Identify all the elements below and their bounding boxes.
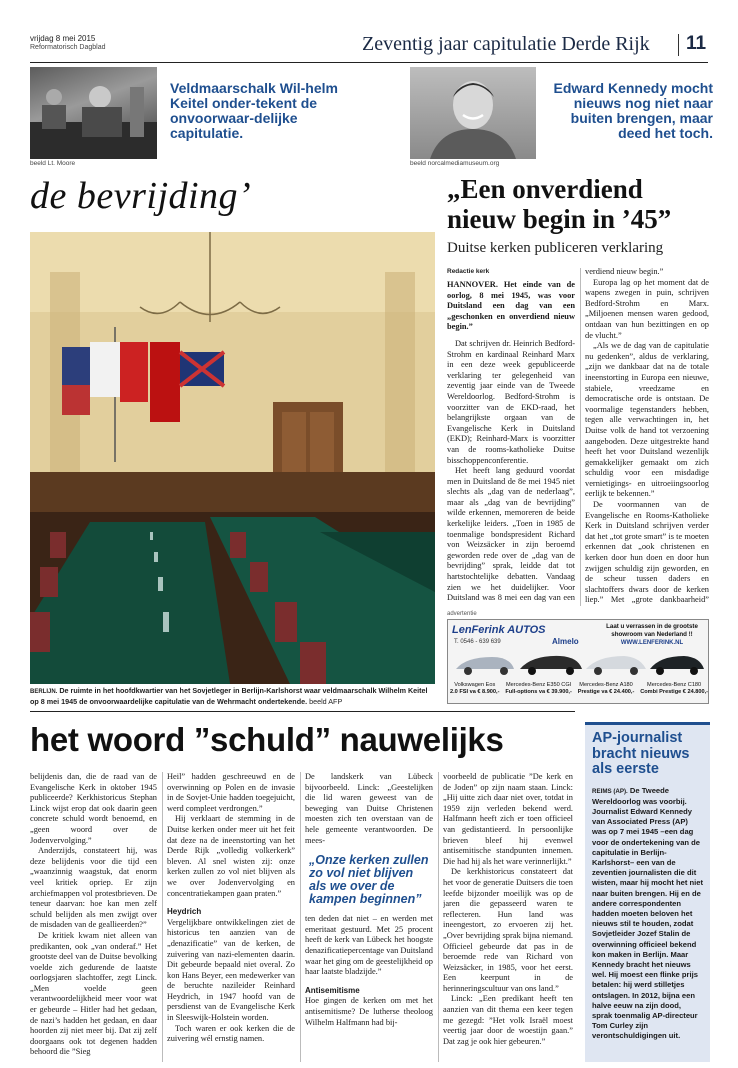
article-bottom-subhead-heydrich: Heydrich — [167, 907, 202, 917]
article-bottom-col3 — [305, 772, 433, 1062]
article-bottom-col1 — [30, 772, 157, 1062]
article-right-col2 — [585, 267, 709, 607]
article-right-para: Het heeft lang geduurd voordat men in Duitsland de 8e mei 1945 niet slechts als „dag van de nederlaag”, maar als „dag van de bevrijding” wilde erkennen, memoreren de beide kerkelijke leiders. „Toen in 1985 de toenmalige bondspresident Richard von Weizsäcker in zijn beroemd geworden rede over de „dag van de bevrijding” sprak, leidde dat tot hartstochtelijke debatten. Vandaag zien we het duidelijker. Voor Duitsland was 8 mei een dag van een — [447, 466, 575, 603]
sidebar-paragraph: De Tweede Wereldoorlog was voorbij. Journalist Edward Kennedy van Associated Press (AP) was op 7 mei 1945 –een dag voor de ondertekening van de capitulatie in Berlijn-Karlshorst– een van de zeventien journalisten die dit wisten, maar hij mocht het niet naar buiten brengen. Hij en de andere correspondenten hadden moeten beloven het nieuws stil te houden, zodat Sovjetleider Jozef Stalin de overwinning officieel bekend kon maken in Berlijn. Maar Kennedy bracht het nieuws wel. Hij moest een flinke prijs betalen: hij werd stilletjes ontslagen. In 2012, bijna een halve eeuw na zijn dood, sprak toenmalig AP-directeur Tom Curley zijn verontschuldigingen uit. — [592, 785, 703, 1041]
column-separator — [162, 772, 163, 1062]
main-photo — [30, 232, 435, 684]
article-bottom-col2 — [167, 772, 295, 1062]
article-bottom-subhead-antisemitisme: Antisemitisme — [305, 985, 360, 995]
article-bottom-col4 — [443, 772, 573, 1062]
article-bottom-headline: het woord ”schuld” nauwelijks — [30, 721, 504, 758]
photo-caption — [30, 686, 435, 706]
section-title: Zeventig jaar capitulatie Derde Rijk — [362, 33, 650, 55]
photo-credit: beeld AFP — [309, 697, 343, 706]
pull-quote: „Onze kerken zullen zo vol niet blijven als we over de kampen beginnen” — [309, 853, 429, 907]
article-right-subhead: Duitse kerken publiceren verklaring — [447, 240, 664, 256]
ad-car-item: Mercedes-Benz A180 Prestige va € 24.400,- — [577, 682, 635, 695]
article-right-headline: „Een onverdiend nieuw begin in ’45” — [447, 174, 672, 234]
sidebar-dateline: REIMS (AP). — [592, 787, 628, 795]
ad-url[interactable]: WWW.LENFERINK.NL — [620, 640, 684, 646]
ad-cars-image — [452, 649, 706, 679]
ad-car-list — [450, 682, 708, 696]
article-right-byline: Redactie kerk — [447, 268, 490, 275]
article-bottom-para: Toch waren er ook kerken die de zuivering wél ernstig namen. — [167, 1023, 295, 1044]
ad-car-item: Volkswagen Eos 2.0 FSI va € 8.900,- — [450, 682, 500, 695]
sidebar-headline: AP-journalist bracht nieuws als eerste — [592, 730, 690, 777]
article-bottom-para: Anderzijds, constateert hij, was deze belijdenis voor die tijd een „waanzinnig waagstuk, dat enorm veel kritiek opriep. Er zijn archiefmappen vol protestbrieven. De teneur daarvan: hoe kan men zelf schuld belijden als men zwijgt over de misdaden van de geallieerden?” — [30, 846, 157, 930]
teaser-right-photo — [410, 67, 536, 159]
column-separator — [438, 772, 439, 1062]
article-bottom-para: Hij verklaart de stemming in de Duitse kerken onder meer uit het feit dat deze na de ineenstorting van het Derde Rijk „volledig volkerkerk” bleven. Al snel wisten zij: onze kerken zullen zo vol niet blijven als we over Jodenvervolging en concentratiekampen gaan praten.” — [167, 814, 295, 898]
teaser-right-credit: beeld norcalmediamuseum.org — [410, 160, 500, 167]
article-bottom-para: voorbeeld de publicatie ”De kerk en de Joden” op zijn naam staan. Linck: „Hij uitte zich daar niet over, totdat in 1959 zijn verleden bekend werd. Halfmann heeft zich er toen officieel van gedistantieerd. In persoonlijke brieven bleef hij evenwel antisemitische standpunten innemen. Die had hij als het ware verinnerlijkt.” — [443, 772, 573, 866]
article-right-lead: HANNOVER. Het einde van de oorlog, 8 mei 1945, was voor Duitsland een dag van een „geschonken en onverdiend nieuw begin.” — [447, 280, 575, 332]
article-bottom-para: Linck: „Een predikant heeft ten aanzien van dit thema een keer tegen me gezegd: ”Het volk Israël moest veertig jaar door de woestijn gaan.” Dat zag je ook hier gebeuren.” — [443, 994, 573, 1046]
column-separator — [300, 772, 301, 1062]
photo-caption-lead: BERLIJN. — [30, 689, 58, 695]
ad-slogan: Laat u verrassen in de grootste showroom van Nederland !! — [606, 623, 698, 638]
article-bottom-para: De kritiek kwam niet alleen van predikanten, ook „van onderaf.” Het grootste deel van de Duitse bevolking voelde zich gedurende de laatste oorlogsjaren slachtoffer, zegt Linck. „Men voelde geen verantwoordelijkheid meer voor wat er gebeurde – Hitler had het gedaan, de nazi’s hadden het gedaan, en daar hoorden zij niet meer bij. Dat zij zelf doorgaans ook tot degenen hadden behoord die ”Sieg — [30, 930, 157, 1057]
photo-caption-text: De ruimte in het hoofdkwartier van het Sovjetleger in Berlijn-Karlshorst waar veldmaarschalk Wilhelm Keitel op 8 mei 1945 de onvoorwaardelijke capitulatie van de Wehrmacht ondertekende. — [30, 686, 428, 706]
page-number: 11 — [686, 33, 707, 54]
header-date: vrijdag 8 mei 2015 — [30, 34, 96, 43]
teaser-left-credit: beeld Lt. Moore — [30, 160, 76, 167]
article-right-para: verdiend nieuw begin.” — [585, 267, 664, 276]
ad-car-item: Mercedes-Benz E350 CGI Full-options va € 39.900,- — [505, 682, 572, 695]
article-bottom-para: De landskerk van Lübeck bijvoorbeeld. Linck: „Geestelijken die lid waren geweest van de beweging van Duitse Christenen moesten zich ten overstaan van de hele gemeente verantwoorden. De mees- — [305, 772, 433, 845]
article-bottom-para: ten deden dat niet – en werden met emeritaat gestuurd. Met 25 procent heeft de kerk van Lübeck het hoogste denazificatiepercentage van Duitsland waar het ging om de geestelijkheid op haar laatste bladzijde.” — [305, 914, 433, 977]
column-separator — [580, 268, 581, 606]
ad-place: Almelo — [552, 637, 579, 646]
article-right-para: „Als we de dag van de capitulatie nu gedenken”, aldus de verklaring, „zijn we dankbaar dat na de totale ineenstorting in Europa een nieuwe, stabiele, vreedzame en democratische orde is ontstaan. De voormalige tegenstanders hebben, tegen alle verwachtingen in, het Duitse volk de hand tot verzoening aangeboden. Deze uitgestrekte hand heeft het voor Duitsland wezenlijk gemakkelijker gemaakt om zich schuldig voor een misdadige vernietigings- en uitroeiingsoorlog eerlijk te bekennen.” — [585, 341, 709, 499]
sidebar-box — [585, 722, 710, 1062]
main-headline-top: de bevrijding’ — [30, 175, 252, 217]
article-right-para: De voormannen van de Evangelische en Rooms-Katholieke Kerk in Duitsland schrijven verder dat het „tot grote smart” is te moeten erkennen dat „ook christenen en kerken door hun doen en door hun zwijgen schuldig zijn geworden, en de scheur tussen daders en slachtoffers dwars door de kerken liep.” Met „grote dankbaarheid” — [585, 500, 709, 605]
article-bottom-para: Hoe gingen de kerken om met het antisemitisme? De lutherse theoloog Wilhelm Halfmann had bij- — [305, 996, 433, 1027]
article-right-col1 — [447, 280, 575, 605]
ad-phone: T. 0546 - 639 639 — [454, 639, 501, 645]
header-paper: Reformatorisch Dagblad — [30, 44, 106, 51]
section-rule — [30, 711, 575, 712]
ad-label: advertentie — [447, 611, 477, 617]
article-bottom-para: belijdenis dan, die de raad van de Evangelische Kerk in oktober 1945 publiceerde? Kerkhistoricus Stephan Linck wijst erop dat ook daarin geen concrete schuld wordt benoemd, en „geen woord over de Jodenvervolging.” — [30, 772, 157, 845]
article-bottom-para: De kerkhistoricus constateert dat het voor de generatie Duitsers die toen leefde bijzonder moeilijk was op de jaren die gepasseerd waren te reflecteren. Hun land was ineengestort, zo ervoeren zij het. „Over bevrijding sprak bijna niemand. Officieel gebeurde dat pas in de beroemde rede van Richard von Weizsäcker, in 1985, voor het eerst. Een keerpunt in de herinneringscultuur van ons land.” — [443, 867, 573, 993]
article-bottom-para: Vergelijkbare ontwikkelingen ziet de historicus ten aanzien van de „denazificatie” van de kerken, de zuivering van nazi-elementen daarin. Dit gebeurde bepaald niet overal. Zo kon Hans Beyer, een medewerker van de beruchte nazileider Reinhard Heydrich, in 1947 hoofd van de persdienst van de Evangelische Kerk in Sleeswijk-Holstein worden. — [167, 917, 295, 1023]
article-bottom-para: Heil” hadden geschreeuwd en de overwinning op Polen en de invasie in de Sovjet-Unie hadden toegejuicht, werd compleet verdrongen.” — [167, 772, 295, 813]
ad-car-item: Mercedes-Benz C180 Combi Prestige € 24.800,- — [640, 682, 708, 695]
ad-brand: LenFerink AUTOS — [452, 624, 546, 636]
teaser-left-text: Veldmaarschalk Wil-helm Keitel onder-tekent de onvoorwaar-delijke capitulatie. — [170, 80, 338, 141]
article-right-para: Dat schrijven dr. Heinrich Bedford-Strohm en kardinaal Reinhard Marx in een deze week gepubliceerde verklaring ter gelegenheid van zeventig jaar einde van de Tweede Wereldoorlog. Bedford-Strohm is voorzitter van de EKD-raad, het belangrijkste orgaan van de Evangelische Kerk in Duitsland (EKD); Reinhard-Marx is voorzitter van de rooms-katholieke Duitse bisschoppenconferentie. — [447, 338, 575, 465]
teaser-right-text: Edward Kennedy mocht nieuws nog niet naar buiten brengen, maar deed het toch. — [553, 80, 713, 141]
sidebar-body — [592, 786, 703, 1042]
article-right-para: Europa lag op het moment dat de wapens zwegen in puin, schrijven Bedford-Strohm en Marx. „Miljoenen mensen waren gedood, ontdaan van hun bezittingen en op de vlucht.” — [585, 277, 709, 340]
teaser-left-photo — [30, 67, 157, 159]
header-rule — [30, 62, 708, 63]
advertisement[interactable] — [447, 619, 709, 704]
header-divider — [678, 34, 679, 56]
